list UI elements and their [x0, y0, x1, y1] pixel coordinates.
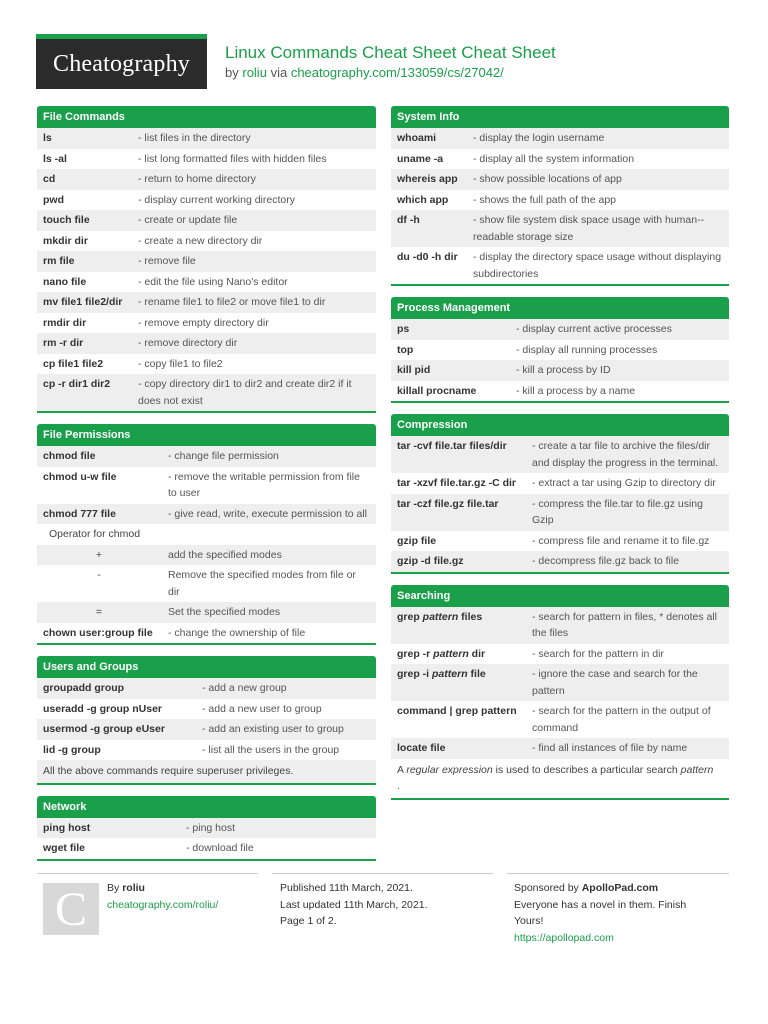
table-row — [391, 436, 729, 473]
command: chmod 777 file — [43, 507, 116, 520]
command: nano file — [43, 275, 87, 288]
description: - create or update file — [138, 214, 238, 226]
table-row — [391, 128, 729, 149]
table-row — [37, 272, 376, 293]
description: Set the specified modes — [168, 606, 281, 618]
sponsor-label: Sponsored by — [514, 882, 579, 894]
command: mv file1 file2/dir — [43, 296, 123, 308]
command: lid -g group — [43, 743, 101, 756]
description: - remove empty directory dir — [138, 316, 269, 329]
note-emphasis: pattern — [680, 763, 714, 776]
command — [397, 609, 532, 642]
table-row — [37, 292, 376, 313]
table-row — [391, 360, 729, 381]
description: - change file permission — [168, 450, 279, 462]
section-note — [391, 759, 729, 798]
table-row — [391, 149, 729, 170]
command: chmod u-w file — [43, 470, 117, 483]
table-row — [37, 190, 376, 211]
footer-divider — [507, 873, 729, 874]
command: tar -cvf file.tar files/dir — [397, 440, 507, 452]
table-row — [391, 701, 729, 738]
operator-label: Operator for chmod — [49, 528, 141, 540]
command — [397, 740, 532, 757]
table-row — [37, 251, 376, 272]
description: - rename file1 to file2 or move file1 to dir — [138, 296, 326, 308]
command-text: files — [458, 610, 483, 623]
description: - add a new user to group — [202, 702, 322, 715]
command: useradd -g group nUser — [43, 702, 163, 715]
table-row — [391, 473, 729, 494]
operator-symbol: + — [95, 548, 103, 561]
table-row — [391, 340, 729, 361]
command: ps — [397, 323, 410, 335]
command: cp file1 file2 — [43, 357, 104, 370]
byline — [225, 65, 504, 80]
table-row — [37, 128, 376, 149]
author-profile-link[interactable]: cheatography.com/roliu/ — [107, 898, 219, 911]
table-row — [37, 354, 376, 375]
table-row — [37, 169, 376, 190]
command — [397, 646, 532, 663]
sheet-url-link[interactable]: cheatography.com/133059/cs/27042/ — [290, 65, 504, 80]
description: add the specified modes — [168, 548, 282, 561]
operator-row — [37, 602, 376, 623]
note-text: . — [397, 780, 400, 792]
footer-divider — [37, 873, 258, 874]
footer-publish-info — [280, 880, 490, 930]
description: - shows the full path of the app — [473, 193, 617, 206]
table-row — [37, 374, 376, 411]
description: - display current working directory — [138, 193, 295, 206]
command: mkdir dir — [43, 234, 88, 247]
description: - change the ownership of file — [168, 626, 306, 639]
network-section — [37, 796, 376, 861]
table-row — [391, 319, 729, 340]
section-title: Users and Groups — [37, 656, 376, 678]
description: - kill a process by a name — [516, 384, 636, 397]
searching-section — [391, 585, 729, 800]
cheatography-logo[interactable]: Cheatography — [36, 39, 207, 89]
description: - return to home directory — [138, 173, 256, 185]
command: touch file — [43, 214, 90, 226]
description: - remove the writable permission from file to user — [168, 470, 360, 499]
command-text: locate file — [397, 742, 446, 754]
description: - search for the pattern in dir — [532, 647, 664, 660]
command: rm file — [43, 255, 75, 267]
operator-row — [37, 565, 376, 602]
file-permissions-section — [37, 424, 376, 645]
process-management-section — [391, 297, 729, 403]
command: groupadd group — [43, 682, 125, 694]
command-text: dir — [468, 647, 486, 660]
description: - add an existing user to group — [202, 723, 344, 735]
description: - display all running processes — [516, 343, 658, 356]
author-link[interactable]: roliu — [242, 65, 267, 80]
compression-section — [391, 414, 729, 574]
command-placeholder: pattern — [433, 647, 469, 660]
command-placeholder: pattern — [432, 668, 468, 680]
table-row — [37, 504, 376, 525]
table-row — [37, 678, 376, 699]
command: tar -xzvf file.tar.gz -C dir — [397, 477, 517, 489]
description: - list files in the directory — [138, 132, 251, 144]
description: - copy file1 to file2 — [138, 357, 223, 370]
command-text: grep -i — [397, 668, 433, 680]
description: - create a new directory dir — [138, 234, 263, 247]
byline-via: via — [270, 65, 288, 80]
description: - search for pattern in files, * denotes all the files — [532, 610, 718, 639]
sponsor-name[interactable]: ApolloPad.com — [581, 882, 659, 894]
description: - list long formatted files with hidden files — [138, 152, 327, 165]
description: - compress file and rename it to file.gz — [532, 534, 710, 547]
command: chown user:group file — [43, 626, 153, 639]
table-row — [391, 551, 729, 572]
description: - edit the file using Nano's editor — [138, 275, 288, 288]
table-row — [391, 644, 729, 665]
note-text: A — [397, 763, 407, 776]
page-title: Linux Commands Cheat Sheet Cheat Sheet — [225, 43, 556, 62]
description: - find all instances of file by name — [532, 742, 688, 754]
command: ls -al — [43, 152, 67, 165]
command: ls — [43, 132, 52, 144]
operator-symbol: = — [95, 606, 103, 618]
table-row — [391, 210, 729, 247]
byline-by: by — [225, 65, 239, 80]
command: top — [397, 343, 414, 356]
description: - remove directory dir — [138, 337, 238, 349]
table-row — [37, 446, 376, 467]
command: gzip file — [397, 534, 437, 547]
footer-sponsor — [514, 880, 704, 946]
command: whereis app — [397, 173, 458, 185]
footer-divider — [272, 873, 493, 874]
by-label: By — [107, 882, 120, 894]
operator-row — [37, 545, 376, 566]
command: ping host — [43, 821, 91, 834]
note-emphasis: regular expression — [406, 763, 493, 776]
system-info-section — [391, 106, 729, 286]
command — [397, 666, 532, 699]
description: - add a new group — [202, 682, 287, 694]
description: - decompress file.gz back to file — [532, 555, 680, 567]
section-title: Compression — [391, 414, 729, 436]
description: - give read, write, execute permission to all — [168, 507, 368, 520]
table-row — [37, 210, 376, 231]
command: whoami — [397, 132, 437, 144]
left-column — [37, 106, 376, 872]
note-text: is used to describes a particular search — [492, 763, 681, 776]
table-row — [37, 467, 376, 504]
command: cd — [43, 173, 56, 185]
table-row — [37, 231, 376, 252]
description: - display the login username — [473, 132, 605, 144]
table-row — [37, 149, 376, 170]
sponsor-link[interactable]: https://apollopad.com — [514, 931, 614, 944]
table-row — [37, 818, 376, 839]
table-row — [37, 313, 376, 334]
description: - search for the pattern in the output of command — [532, 705, 711, 734]
description: - ignore the case and search for the pattern — [532, 668, 698, 697]
section-title: Network — [37, 796, 376, 818]
table-row — [391, 169, 729, 190]
description: - download file — [186, 842, 254, 854]
command: df -h — [397, 214, 420, 226]
description: - show possible locations of app — [473, 173, 622, 185]
table-row — [37, 740, 376, 761]
command — [397, 703, 532, 736]
description: - show file system disk space usage with human--readable storage size — [473, 214, 705, 243]
command: killall procname — [397, 384, 477, 397]
table-row — [391, 664, 729, 701]
table-row — [391, 607, 729, 644]
section-title: System Info — [391, 106, 729, 128]
command: gzip -d file.gz — [397, 555, 464, 567]
description: Remove the specified modes from file or dir — [168, 569, 356, 598]
command: tar -czf file.gz file.tar — [397, 497, 499, 510]
command-placeholder: pattern — [422, 610, 459, 623]
table-row — [37, 623, 376, 644]
command-text: file — [467, 668, 486, 680]
sponsor-tagline: Everyone has a novel in them. Finish Yours! — [514, 898, 687, 927]
description: - list all the users in the group — [202, 743, 340, 756]
table-row — [391, 494, 729, 531]
description: - remove file — [138, 255, 196, 267]
command: rm -r dir — [43, 337, 84, 349]
description: - extract a tar using Gzip to directory dir — [532, 477, 716, 489]
table-row — [391, 531, 729, 552]
command: rmdir dir — [43, 316, 87, 329]
table-row — [391, 247, 729, 284]
command-text: grep -r — [397, 647, 434, 660]
command: pwd — [43, 193, 64, 206]
author-avatar[interactable]: C — [43, 883, 99, 935]
command: uname -a — [397, 152, 444, 165]
command: which app — [397, 193, 449, 206]
table-row — [37, 699, 376, 720]
command: chmod file — [43, 450, 96, 462]
published-date: Published 11th March, 2021. — [280, 882, 413, 894]
command-text: grep — [397, 610, 423, 623]
description: - compress the file.tar to file.gz using Gzip — [532, 497, 703, 526]
description: - ping host — [186, 821, 236, 834]
command: cp -r dir1 dir2 — [43, 378, 111, 390]
table-row — [37, 719, 376, 740]
table-row — [37, 838, 376, 859]
command: usermod -g group eUser — [43, 723, 165, 735]
section-title: Searching — [391, 585, 729, 607]
section-note: All the above commands require superuser privileges. — [37, 760, 376, 783]
command: kill pid — [397, 364, 431, 376]
description: - kill a process by ID — [516, 364, 611, 376]
description: - display all the system information — [473, 152, 635, 165]
users-groups-section — [37, 656, 376, 785]
description: - copy directory dir1 to dir2 and create dir2 if it does not exist — [138, 378, 352, 407]
command: du -d0 -h dir — [397, 251, 458, 263]
footer-author — [107, 880, 257, 913]
command-text: command | grep pattern — [397, 705, 517, 717]
description: - display current active processes — [516, 323, 672, 335]
page-number: Page 1 of 2. — [280, 915, 337, 927]
table-row — [37, 333, 376, 354]
author-name[interactable]: roliu — [122, 882, 145, 894]
description: - display the directory space usage without displaying subdirectories — [473, 251, 722, 280]
command: wget file — [43, 842, 86, 854]
section-title: File Commands — [37, 106, 376, 128]
updated-date: Last updated 11th March, 2021. — [280, 898, 428, 911]
description: - create a tar file to archive the files/dir and display the progress in the terminal. — [532, 440, 719, 469]
file-commands-section — [37, 106, 376, 413]
table-row — [391, 190, 729, 211]
section-title: File Permissions — [37, 424, 376, 446]
table-row — [391, 381, 729, 402]
right-column — [391, 106, 729, 811]
section-title: Process Management — [391, 297, 729, 319]
table-row — [391, 738, 729, 759]
operator-symbol: - — [97, 569, 101, 581]
